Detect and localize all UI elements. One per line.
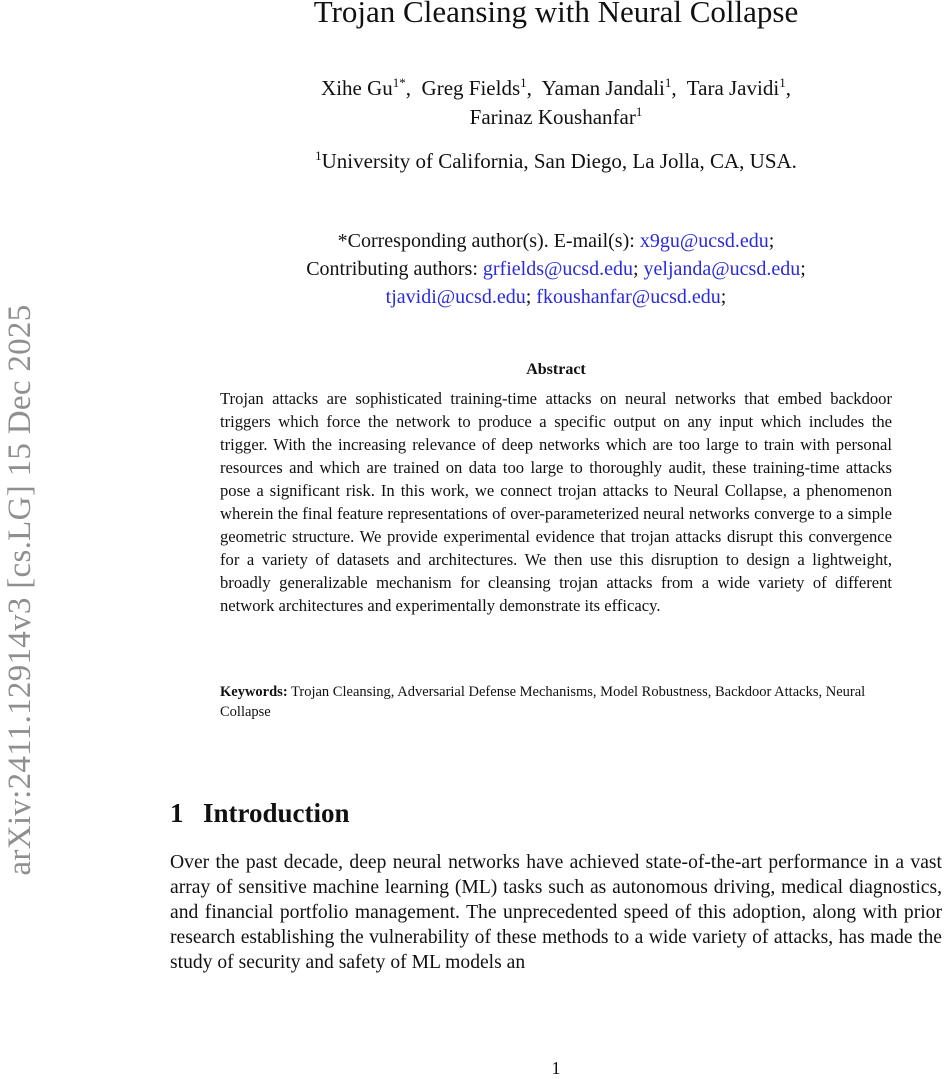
author-name: Tara Javidi — [686, 76, 780, 100]
section-heading — [170, 798, 350, 829]
author-name: Xihe Gu — [321, 76, 393, 100]
contributing-email-link[interactable]: yeljanda@ucsd.edu — [643, 258, 801, 280]
abstract-heading: Abstract — [526, 361, 586, 378]
section-number: 1 — [170, 798, 184, 828]
author-affiliation-mark: 1 — [635, 104, 643, 119]
page-number: 1 — [551, 1058, 561, 1078]
author-affiliation-mark: 1 — [779, 75, 786, 90]
affiliation-mark: 1 — [315, 148, 322, 163]
paper-title: Trojan Cleansing with Neural Collapse — [313, 0, 799, 29]
author-list: Xihe $Gu^{1*}$, Greg Fields$^1$, Yaman Jandali$^1$, Tara Javidi$^1$, Farinaz Koushanfar$^1$ — [321, 75, 791, 129]
author-name: Greg Fields — [421, 76, 521, 100]
keywords-label: Keywords: — [220, 684, 288, 700]
keywords — [220, 682, 892, 722]
author-name: Farinaz Koushanfar — [469, 105, 636, 129]
introduction-paragraph: Over the past decade, deep neural networks have achieved state-of-the-art performance in a vast array of sensitive machine learning (ML) tasks such as autonomous driving, medical diagnostics, and financial portfolio management. The unprecedented speed of this adoption, along with prior research establishing the vulnerability of these methods to a wide variety of attacks, has made the study of security and safety of ML models an — [170, 852, 942, 973]
arxiv-identifier-stamp: arXiv:2411.12914v3 [cs.LG] 15 Dec 2025 — [2, 304, 38, 876]
section-title: Introduction — [203, 798, 350, 828]
keywords-text: Trojan Cleansing, Adversarial Defense Mechanisms, Model Robustness, Backdoor Attacks, Neural Collapse — [220, 684, 866, 720]
contributing-email-link[interactable]: fkoushanfar@ucsd.edu — [536, 286, 721, 308]
contact-block: *Corresponding author(s). E-mail(s): x9gu@ucsd.edu; Contributing authors: grfields@ucsd.edu; yeljanda@ucsd.edu; tjavidi@ucsd.edu; fkoushanfar@ucsd.edu; — [306, 230, 806, 308]
contributing-email-link[interactable]: grfields@ucsd.edu — [482, 258, 633, 280]
abstract-text: Trojan attacks are sophisticated training-time attacks on neural networks that embed backdoor triggers which force the network to produce a specific output on any input which includes the trigger. With the increasing relevance of deep networks which are too large to train with personal resources and which are trained on data too large to thoroughly audit, these training-time attacks pose a significant risk. In this work, we connect trojan attacks to Neural Collapse, a phenomenon wherein the final feature representations of over-parameterized neural networks converge to a simple geometric structure. We provide experimental evidence that trojan attacks disrupt this convergence for a variety of datasets and architectures. We then use this disruption to design a lightweight, broadly generalizable mechanism for cleansing trojan attacks from a wide variety of different network architectures and experimentally demonstrate its efficacy. — [220, 389, 892, 615]
contributing-label: Contributing authors: — [306, 258, 478, 280]
author-affiliation-mark: 1 — [520, 75, 527, 90]
corresponding-label: *Corresponding author(s). E-mail(s): — [337, 230, 635, 252]
author-name: Yaman Jandali — [541, 76, 665, 100]
corresponding-email-link[interactable]: x9gu@ucsd.edu — [639, 230, 769, 252]
author-affiliation-mark: 1* — [392, 75, 406, 90]
author-affiliation-mark: 1 — [664, 75, 672, 90]
affiliation — [170, 149, 942, 174]
contributing-email-link[interactable]: tjavidi@ucsd.edu — [385, 286, 526, 308]
affiliation-text: University of California, San Diego, La Jolla, CA, USA. — [321, 149, 797, 173]
